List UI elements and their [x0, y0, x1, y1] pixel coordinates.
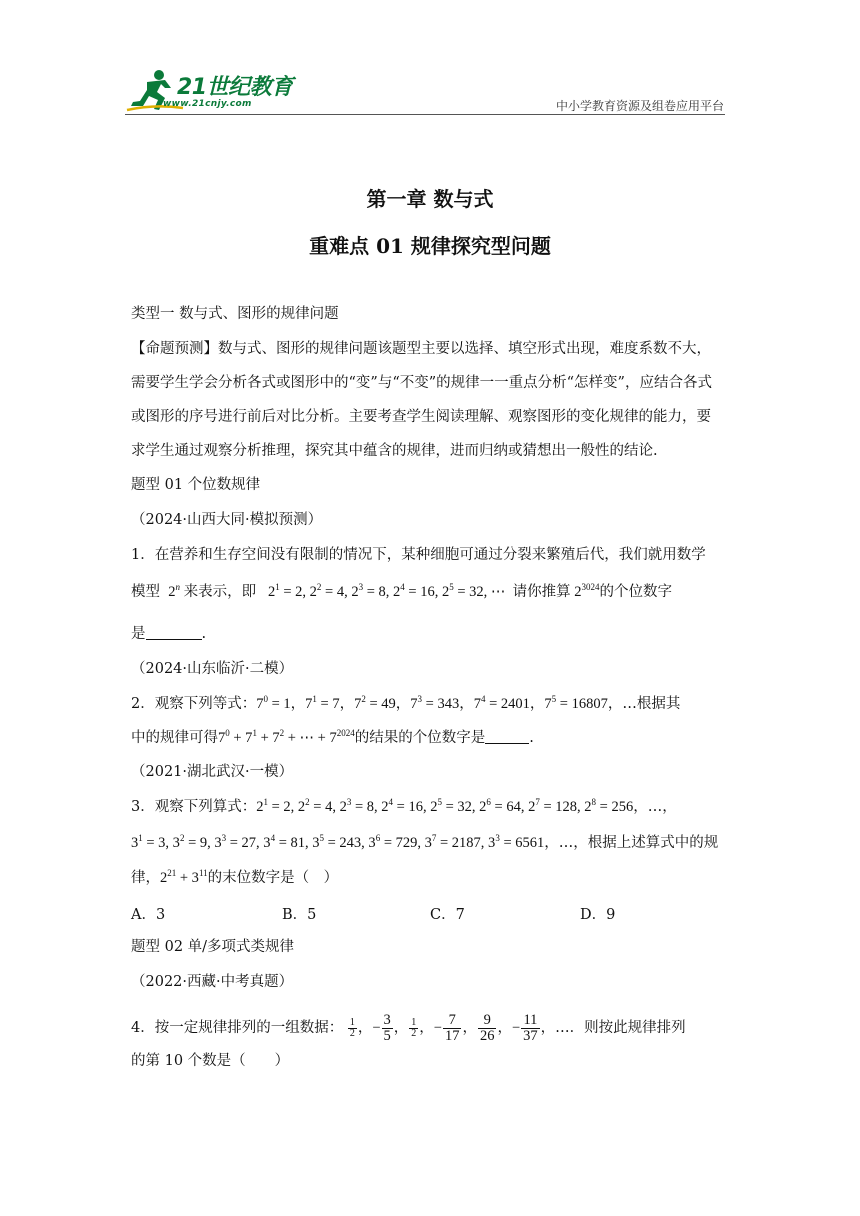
logo-text: 21世纪教育 [177, 75, 293, 100]
type-heading: 题型 02 单/多项式类规律 [131, 939, 295, 955]
section-heading: 类型一 数与式、图形的规律问题 [131, 306, 339, 322]
logo-url: www.21cnjy.com [163, 99, 252, 109]
question-text: 是 . [131, 626, 207, 642]
option-a[interactable]: A．3 [131, 907, 166, 923]
logo [125, 66, 295, 116]
question-text: 2．观察下列等式：$7^0 = 1$，$7^1 = 7$，$7^2 = 49$，$7^3 = 343$，$7^4 = 2401$，$7^5 = 16807$，…根据其 [131, 694, 681, 712]
platform-name: 中小学教育资源及组卷应用平台 [555, 99, 724, 113]
question-text: 的第 10 个数是（ ） [131, 1053, 290, 1069]
question-text: 4．按一定规律排列的一组数据： $\frac{1}{2}$ ，− $\frac{3}{5}$ ， $\frac{1}{2}$ ，− $\frac{7}{17}$ ， $\frac{9}{26}$ ，− $\frac{11}{37}$ ，…．则按此规律排列 [131, 1011, 686, 1045]
question-text: 律，$2^{21} + 3^{11}$的末位数字是（ ） [131, 868, 339, 886]
topic-title: 重难点 01 规律探究型问题 [309, 234, 551, 258]
chapter-title: 第一章 数与式 [366, 187, 494, 211]
question-text: $3^1 = 3$, $3^2 = 9$, $3^3 = 27$, $3^4 = 81$, $3^5 = 243$, $3^6 = 729$, $3^7 = 2187$, $3^3 = 6561$，…，根据上述算式中的规 [131, 833, 719, 851]
prediction-line: 需要学生学会分析各式或图形中的“变”与“不变”的规律一一重点分析“怎样变”，应结合各式 [131, 375, 712, 391]
question-source: （2021·湖北武汉·一模） [131, 764, 294, 780]
type-heading: 题型 01 个位数规律 [131, 477, 261, 493]
option-b[interactable]: B．5 [282, 907, 317, 923]
prediction-line: 【命题预测】数与式、图形的规律问题该题型主要以选择、填空形式出现，难度系数不大， [131, 341, 711, 357]
answer-blank [485, 729, 529, 744]
answer-blank [146, 625, 202, 640]
question-text: 3．观察下列算式：$2^1 = 2$, $2^2 = 4$, $2^3 = 8$, $2^4 = 16$, $2^5 = 32$, $2^6 = 64$, $2^7 = 128$, $2^8 = 256$，…， [131, 797, 677, 815]
question-text: 中的规律可得$7^0 + 7^1 + 7^2$ + ⋯ + $7^{2024}$的结果的个位数字是 . [131, 728, 534, 746]
question-text: 模型 2$^n$ 来表示，即 $2^1 = 2$, $2^2 = 4$, $2^3 = 8$, $2^4 = 16$, $2^5 = 32$, ⋯ 请你推算 $2^{3024}$的个位数字 [131, 582, 673, 600]
option-d[interactable]: D．9 [580, 907, 616, 923]
question-source: （2024·山东临沂·二模） [131, 661, 294, 677]
option-c[interactable]: C．7 [430, 907, 465, 923]
question-source: （2024·山西大同·模拟预测） [131, 512, 323, 528]
header-divider [125, 114, 725, 115]
prediction-line: 或图形的序号进行前后对比分析。主要考查学生阅读理解、观察图形的变化规律的能力，要 [131, 409, 711, 425]
question-source: （2022·西藏·中考真题） [131, 974, 294, 990]
prediction-line: 求学生通过观察分析推理，探究其中蕴含的规律，进而归纳或猜想出一般性的结论. [131, 443, 658, 459]
question-text: 1．在营养和生存空间没有限制的情况下，某种细胞可通过分裂来繁殖后代，我们就用数学 [131, 547, 706, 563]
page-header [0, 0, 860, 120]
